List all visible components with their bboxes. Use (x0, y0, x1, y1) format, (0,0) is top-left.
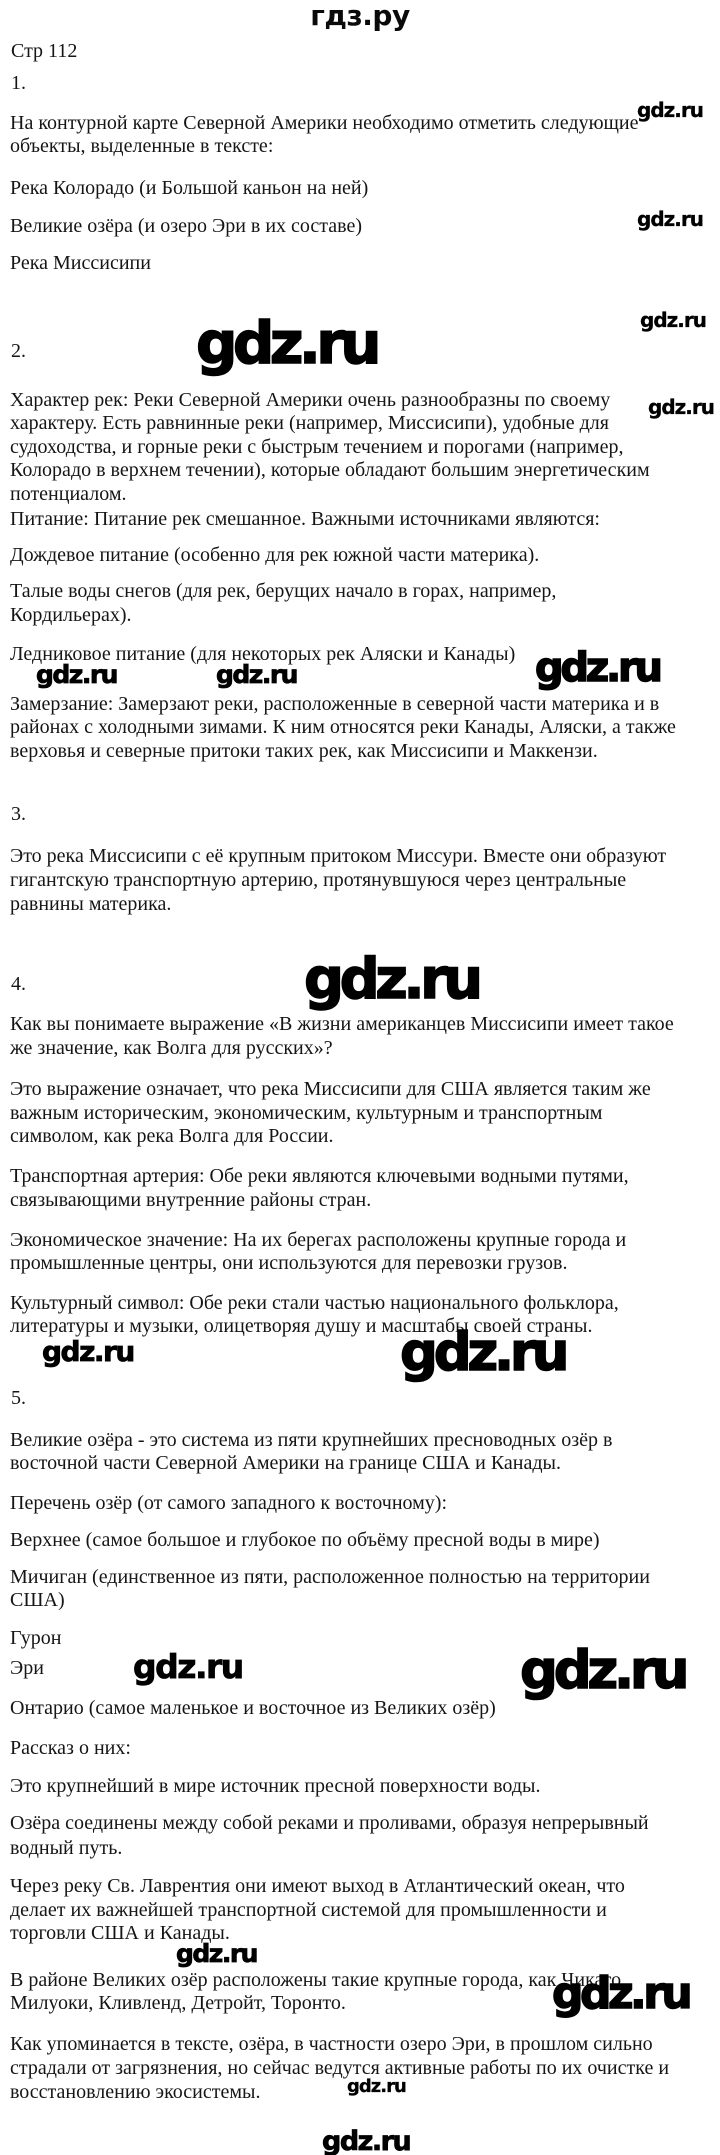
text-line: Дождевое питание (особенно для рек южной части материка). (10, 544, 540, 566)
text-line: Как упоминается в тексте, озёра, в частности озеро Эри, в прошлом сильно (10, 2033, 653, 2055)
gdz-watermark: gdz.ru (42, 1335, 134, 1368)
gdz-watermark: gdz.ru (637, 207, 703, 231)
text-line: Эри (10, 1657, 44, 1679)
text-line: Великие озёра (и озеро Эри в их составе) (10, 215, 363, 237)
text-line: потенциалом. (10, 483, 127, 505)
text-line: Транспортная артерия: Обе реки являются ключевыми водными путями, (10, 1165, 629, 1187)
gdz-watermark: gdz.ru (637, 98, 703, 122)
text-line: Как вы понимаете выражение «В жизни американцев Миссисипи имеет такое (10, 1013, 674, 1035)
text-line: верховья и северные притоки таких рек, как Миссисипи и Маккензи. (10, 740, 598, 762)
text-line: судоходства, и горные реки с быстрым течением и порогами (например, (10, 436, 624, 458)
text-line: Экономическое значение: На их берегах расположены крупные города и (10, 1229, 627, 1251)
section-number: 3. (11, 803, 26, 825)
section-number: 2. (11, 340, 26, 362)
site-logo-header: гдз.ру (310, 0, 410, 32)
gdz-watermark: gdz.ru (304, 947, 479, 1012)
gdz-watermark: gdz.ru (347, 2076, 406, 2097)
text-line: равнины материка. (10, 893, 172, 915)
page-label: Стр 112 (11, 40, 78, 62)
text-line: Кордильерах). (10, 604, 132, 626)
text-line: Онтарио (самое маленькое и восточное из Великих озёр) (10, 1697, 496, 1719)
text-line: символом, как река Волга для России. (10, 1125, 334, 1147)
text-line: Мичиган (единственное из пяти, расположенное полностью на территории (10, 1566, 650, 1588)
text-line: На контурной карте Северной Америки необходимо отметить следующие (10, 112, 639, 134)
text-line: торговли США и Канады. (10, 1922, 230, 1944)
gdz-watermark: gdz.ru (640, 308, 706, 332)
text-line: водный путь. (10, 1837, 123, 1859)
text-line: Река Колорадо (и Большой каньон на ней) (10, 177, 369, 199)
text-line: Перечень озёр (от самого западного к восточному): (10, 1492, 448, 1514)
text-line: Это река Миссисипи с её крупным притоком Миссури. Вместе они образуют (10, 845, 667, 867)
section-number: 5. (11, 1387, 26, 1409)
text-line: объекты, выделенные в тексте: (10, 135, 274, 157)
gdz-watermark: gdz.ru (552, 1968, 690, 2019)
text-line: связывающими внутренние районы стран. (10, 1189, 372, 1211)
text-line: Верхнее (самое большое и глубокое по объёму пресной воды в мире) (10, 1529, 600, 1551)
text-line: литературы и музыки, олицетворяя душу и масштабы своей страны. (10, 1315, 593, 1337)
text-line: Это выражение означает, что река Миссисипи для США является таким же (10, 1078, 651, 1100)
text-line: же значение, как Волга для русских»? (10, 1037, 333, 1059)
gdz-watermark: gdz.ru (216, 660, 297, 689)
text-line: Культурный символ: Обе реки стали частью национального фольклора, (10, 1292, 619, 1314)
text-line: Милуоки, Кливленд, Детройт, Торонто. (10, 1992, 346, 2014)
text-line: Озёра соединены между собой реками и проливами, образуя непрерывный (10, 1812, 649, 1834)
text-line: Замерзание: Замерзают реки, расположенные в северной части материка и в (10, 693, 660, 715)
text-line: характеру. Есть равнинные реки (например, Миссисипи), удобные для (10, 412, 609, 434)
gdz-watermark: gdz.ru (322, 2126, 411, 2155)
text-line: Рассказ о них: (10, 1737, 131, 1759)
text-line: промышленные центры, они используются для перевозки грузов. (10, 1252, 568, 1274)
text-line: Талые воды снегов (для рек, берущих начало в горах, например, (10, 580, 557, 602)
text-line: Колорадо в верхнем течении), которые обладают большим энергетическим (10, 459, 650, 481)
text-line: Питание: Питание рек смешанное. Важными источниками являются: (10, 508, 600, 530)
gdz-watermark: gdz.ru (133, 1647, 243, 1686)
text-line: Гурон (10, 1627, 62, 1649)
text-line: восстановлению экосистемы. (10, 2081, 261, 2103)
gdz-watermark: gdz.ru (535, 645, 660, 691)
gdz-watermark: gdz.ru (176, 1939, 257, 1968)
text-line: гигантскую транспортную артерию, протянувшуюся через центральные (10, 869, 627, 891)
text-line: США) (10, 1589, 65, 1611)
text-line: районах с холодными зимами. К ним относятся реки Канады, Аляски, а также (10, 716, 676, 738)
gdz-watermark: gdz.ru (400, 1322, 566, 1383)
text-line: Великие озёра - это система из пяти крупнейших пресноводных озёр в (10, 1429, 613, 1451)
text-line: важным историческим, экономическим, культурным и транспортным (10, 1102, 603, 1124)
text-line: Через реку Св. Лаврентия они имеют выход в Атлантический океан, что (10, 1875, 625, 1897)
text-line: делает их важнейшей транспортной системой для промышленности и (10, 1899, 607, 1921)
text-line: восточной части Северной Америки на границе США и Канады. (10, 1452, 561, 1474)
text-line: В районе Великих озёр расположены такие крупные города, как Чикаго, (10, 1969, 627, 1991)
gdz-watermark: gdz.ru (36, 660, 117, 689)
gdz-watermark: gdz.ru (196, 309, 377, 377)
text-line: Характер рек: Реки Северной Америки очень разнообразны по своему (10, 389, 611, 411)
text-line: Ледниковое питание (для некоторых рек Аляски и Канады) (10, 643, 516, 665)
gdz-watermark: gdz.ru (648, 395, 714, 419)
section-number: 1. (11, 72, 26, 94)
text-line: Это крупнейший в мире источник пресной поверхности воды. (10, 1775, 541, 1797)
text-line: Река Миссисипи (10, 252, 151, 274)
gdz-watermark: gdz.ru (520, 1640, 686, 1701)
section-number: 4. (11, 973, 26, 995)
text-line: страдали от загрязнения, но сейчас ведутся активные работы по их очистке и (10, 2057, 670, 2079)
